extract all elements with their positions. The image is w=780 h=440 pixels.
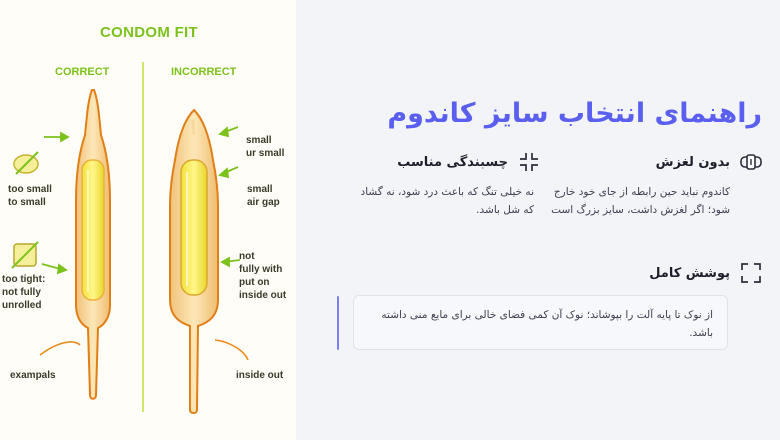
feature-title: چسبندگی مناسب	[397, 154, 508, 170]
feature-title: بدون لغزش	[655, 154, 730, 170]
note-inside-out-detail: not fully with put on inside out	[239, 251, 287, 301]
page-title: راهنمای انتخاب سایز کاندوم	[387, 98, 762, 129]
collapse-corners-icon	[518, 151, 540, 173]
note-too-tight: too tight: not fully unrolled	[2, 274, 46, 311]
callout-accent-bar	[337, 296, 339, 350]
feature-full-coverage	[342, 262, 762, 284]
correct-label: CORRECT	[55, 66, 110, 78]
coverage-callout: از نوک تا پایه آلت را بپوشاند؛ نوک آن کمی فضای خالی برای مایع منی داشته باشد.	[353, 295, 728, 350]
swoosh-left	[40, 342, 80, 355]
condom-fit-illustration	[0, 0, 296, 440]
ring-icon	[14, 152, 38, 174]
note-inside-out: inside out	[236, 370, 284, 381]
note-air-gap: small air gap	[247, 184, 280, 208]
package-icon	[12, 242, 38, 268]
illustration-title: CONDOM FIT	[100, 24, 198, 41]
swoosh-right	[215, 340, 248, 360]
feature-proper-fit	[340, 151, 540, 219]
feature-body: نه خیلی تنگ که باعث درد شود، نه گشاد که شل باشد.	[360, 186, 534, 216]
incorrect-condom-shape	[170, 110, 218, 413]
feature-no-slip	[530, 151, 762, 219]
fit-lock-icon	[740, 151, 762, 173]
incorrect-label: INCORRECT	[171, 66, 237, 78]
feature-title: پوشش کامل	[649, 265, 730, 281]
expand-corners-icon	[740, 262, 762, 284]
note-small: small ur small	[246, 135, 285, 159]
content-panel	[296, 0, 780, 440]
correct-condom-shape	[76, 90, 110, 399]
feature-body: کاندوم نباید حین رابطه از جای خود خارج شود؛ اگر لغزش داشت، سایز بزرگ است	[551, 186, 730, 216]
note-examples: exampals	[10, 370, 56, 381]
note-too-small: too small to small	[8, 184, 52, 208]
